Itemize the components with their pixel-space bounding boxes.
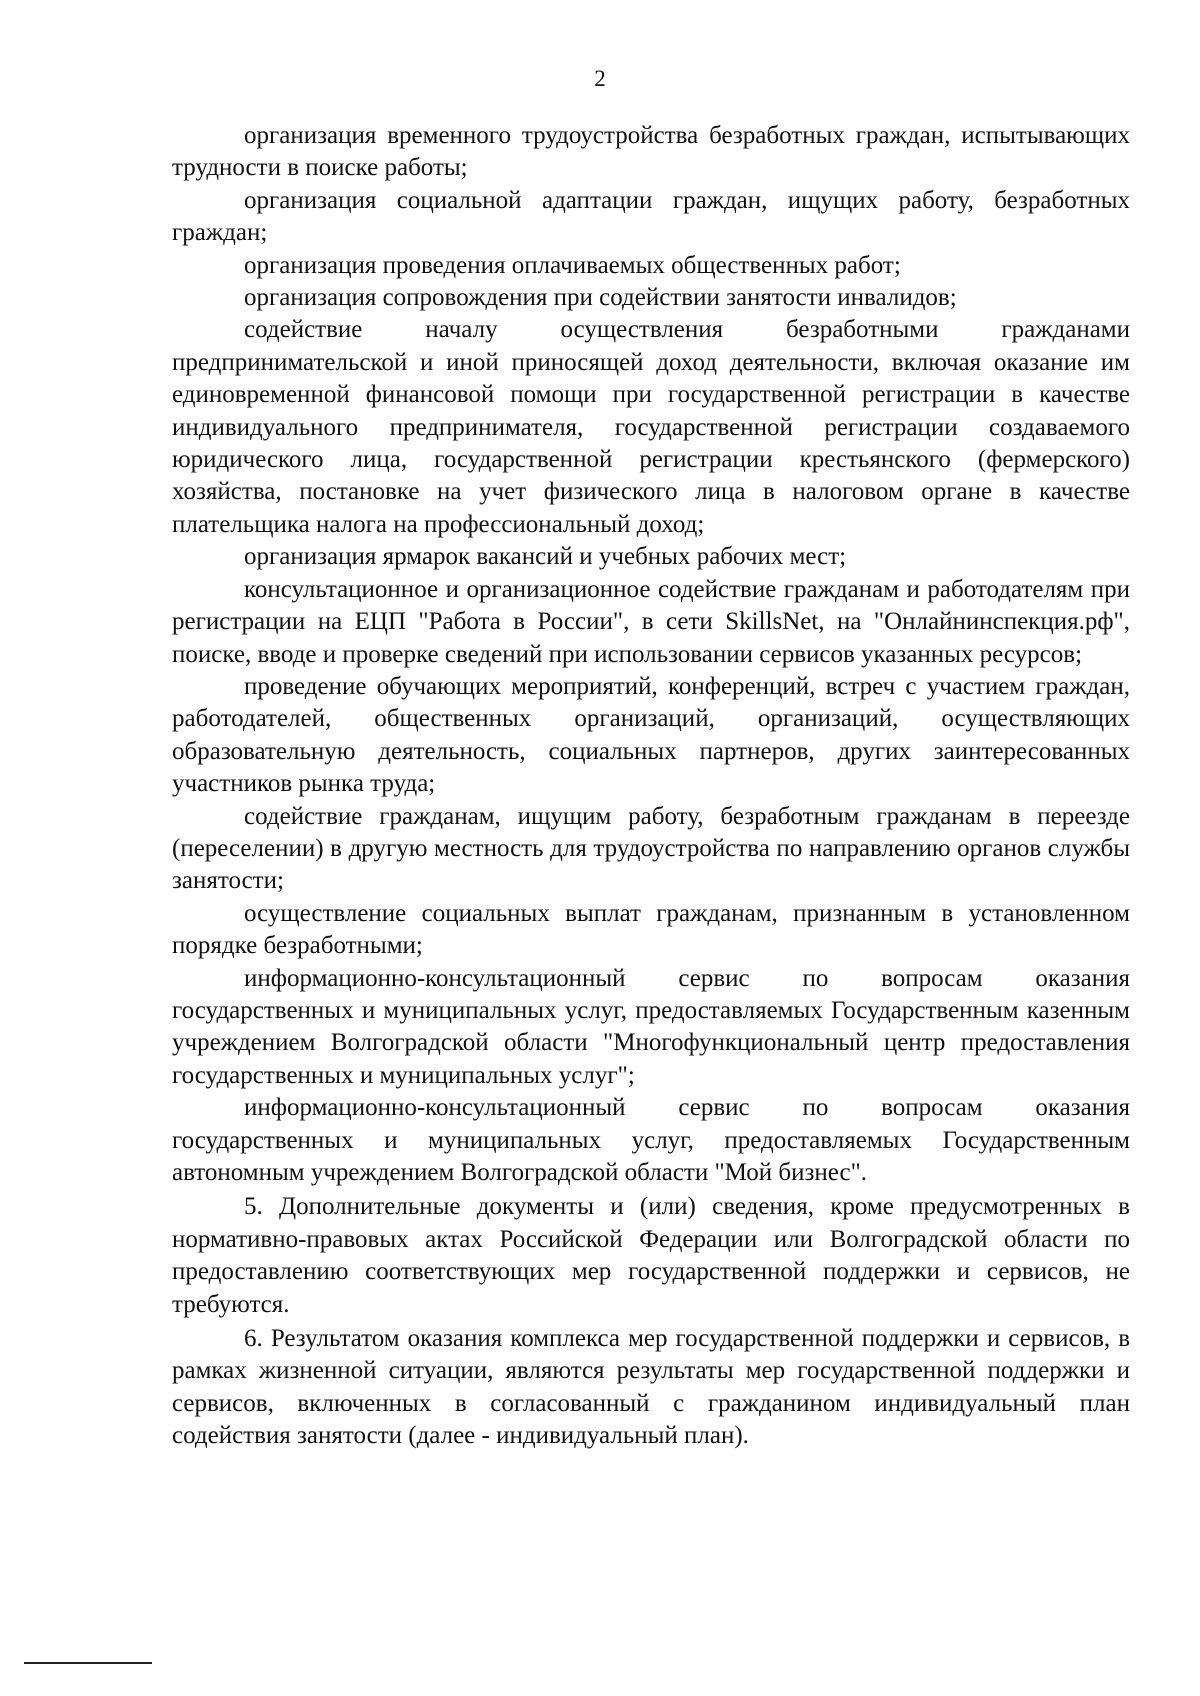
paragraph-social-adaptation: организация социальной адаптации граждан, ищущих работу, безработных граждан; (172, 186, 1130, 247)
document-body (172, 120, 1130, 1453)
paragraph-my-business-service: информационно-консультационный сервис по вопросам оказания государственных и муниципальных услуг, предоставляемых Государственным автономным учреждением Волгоградской области "Мой бизнес". (172, 1094, 1130, 1186)
paragraph-job-fairs: организация ярмарок вакансий и учебных рабочих мест; (244, 543, 847, 571)
paragraph-social-payments: осуществление социальных выплат гражданам, признанным в установленном порядке безработными; (172, 899, 1130, 960)
page-number: 2 (594, 66, 606, 91)
paragraph-public-works: организация проведения оплачиваемых общественных работ; (244, 251, 901, 279)
paragraph-relocation: содействие гражданам, ищущим работу, безработным гражданам в переезде (переселении) в другую местность для трудоустройства по направлению органов службы занятости; (172, 802, 1130, 895)
paragraph-entrepreneurship: содействие началу осуществления безработными гражданами предпринимательской и иной приносящей доход деятельности, включая оказание им единовременной финансовой помощи при государственной регистрации в качестве индивидуального предпринимателя, государственной регистрации создаваемого юридического лица, государственной регистрации крестьянского (фермерского) хозяйства, постановке на учет физического лица в налоговом органе в качестве плательщика налога на профессиональный доход; (172, 316, 1130, 538)
paragraph-item-6: 6. Результатом оказания комплекса мер государственной поддержки и сервисов, в рамках жизненной ситуации, являются результаты мер государственной поддержки и сервисов, включенных в согласованный с гражданином индивидуальный план содействия занятости (далее - индивидуальный план). (172, 1325, 1130, 1450)
paragraph-temporary-employment: организация временного трудоустройства безработных граждан, испытывающих трудности в поиске работы; (172, 122, 1130, 182)
footer-divider (24, 1662, 152, 1664)
paragraph-training-events: проведение обучающих мероприятий, конференций, встреч с участием граждан, работодателей, общественных организаций, организаций, осуществляющих образовательную деятельность, социальных партнеров, других заинтересованных участников рынка труда; (172, 672, 1130, 798)
paragraph-mfc-service: информационно-консультационный сервис по вопросам оказания государственных и муниципальных услуг, предоставляемых Государственным казенным учреждением Волгоградской области "Многофункциональный центр предоставления государственных и муниципальных услуг"; (172, 964, 1130, 1089)
paragraph-item-5: 5. Дополнительные документы и (или) сведения, кроме предусмотренных в нормативно-правовых актах Российской Федерации или Волгоградской области по предоставлению соответствующих мер государственной поддержки и сервисов, не требуются. (172, 1193, 1130, 1318)
paragraph-disabled-support: организация сопровождения при содействии занятости инвалидов; (244, 284, 957, 312)
paragraph-consulting-support: консультационное и организационное содействие гражданам и работодателям при регистрации на ЕЦП "Работа в России", в сети SkillsNet, на "Онлайнинспекция.рф", поиске, вводе и проверке сведений при использовании сервисов указанных ресурсов; (172, 575, 1130, 668)
